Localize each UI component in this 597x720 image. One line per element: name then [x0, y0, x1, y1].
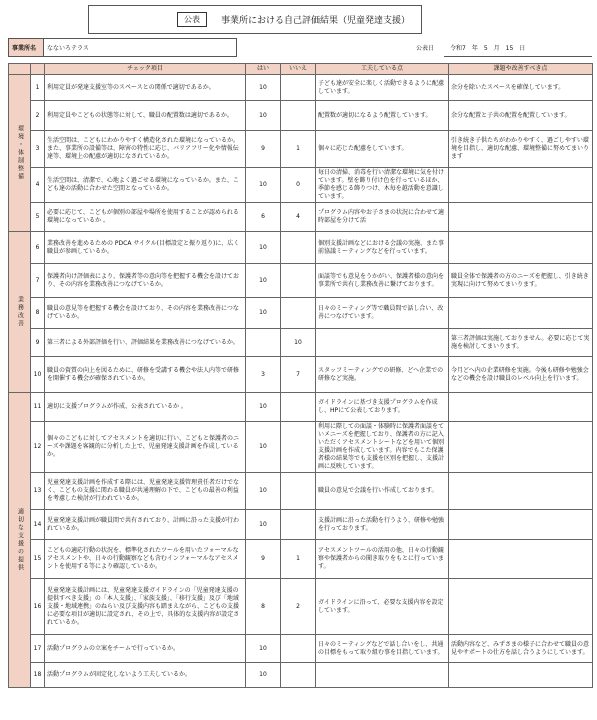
check-item: 児童発達支援計画には、児童発達支援ガイドラインの「児童発達支援の提供すべき支援」の「本人支援」、「家族支援」、「移行支援」及び「地域支援・地域連携」のねらい及び支援内容も踏まえながら、こどもの支援に必要な項目が適切に設定され、その上で、具体的な支援内容が設定されているか。: [45, 579, 246, 635]
yes-count: 10: [246, 264, 281, 298]
table-row: [9, 579, 593, 635]
no-count: 4: [281, 203, 316, 232]
row-number: 9: [31, 329, 45, 357]
no-count: [281, 298, 316, 329]
table-row: [9, 663, 593, 688]
yes-count: 10: [246, 473, 281, 510]
no-count: 0: [281, 168, 316, 203]
no-count: [281, 422, 316, 473]
yes-count: 10: [246, 663, 281, 688]
row-number: 13: [31, 473, 45, 510]
check-item: 適切に支援プログラムが作成、公表されているか 。: [45, 393, 246, 422]
check-item: 職員の資質の向上を図るために、研修を受講する機会や法人内等で研修を開催する機会が確保されているか。: [45, 357, 246, 393]
yes-count: 3: [246, 357, 281, 393]
effort-note: 利用に際しての面談・体験時に保護者面談をていメニーズを把握しており、保護者の方に記入いただくアセスメントシートなどを用いて個別支援計画を作成しています。内容でもこた保護者様の結果等でも支援を区別を把握し、支援計画に反映しています。: [316, 422, 449, 473]
table-header-row: [9, 64, 593, 75]
office-name: なないろテラス: [44, 38, 237, 57]
row-number: 17: [31, 635, 45, 663]
table-row: [9, 393, 593, 422]
table-row: [9, 232, 593, 264]
row-number: 12: [31, 422, 45, 473]
no-count: 2: [281, 579, 316, 635]
yes-count: 10: [246, 510, 281, 540]
check-item-header: チェック項目: [45, 64, 246, 75]
table-row: [9, 168, 593, 203]
yes-count: [246, 329, 281, 357]
check-item: 第三者による外部評価を行い、評価結果を業務改善につなげているか。: [45, 329, 246, 357]
effort-note: ガイドラインに基づき支援プログラムを作成し、HPにて公表しております。: [316, 393, 449, 422]
check-item: 児童発達支援計画が職員間で共有されており、計画に沿った支援が行われているか。: [45, 510, 246, 540]
effort-note: 個々に応じた配慮をしています。: [316, 131, 449, 168]
no-count: [281, 75, 316, 101]
table-row: [9, 422, 593, 473]
no-count: [281, 264, 316, 298]
issue-note: [449, 393, 593, 422]
effort-note: 支援計画に沿った活動を行うよう、研修や勉強を行っております。: [316, 510, 449, 540]
yes-count: 10: [246, 75, 281, 101]
table-row: [9, 298, 593, 329]
no-count: [281, 232, 316, 264]
publication-underline: [444, 56, 592, 57]
effort-note: スタッフミーティングでの研修、どへ企業での研修など実施。: [316, 357, 449, 393]
category-cell: 適切な支援の提供: [9, 393, 31, 688]
issue-note: 引き続き子供たちがわかりやすく、過ごしやすい環境を目指し、適切な配慮、環境整備に努めてまいります: [449, 131, 593, 168]
no-count: [281, 101, 316, 131]
check-item: 利用定員やこどもの状態等に対して、職員の配置数は適切であるか。: [45, 101, 246, 131]
yes-count: 10: [246, 393, 281, 422]
check-item: 職員の意見等を把握する機会を設けており、その内容を業務改善につなげているか。: [45, 298, 246, 329]
efforts-header: 工夫している点: [316, 64, 449, 75]
yes-count: 10: [246, 101, 281, 131]
issue-note: [449, 203, 593, 232]
table-row: [9, 540, 593, 579]
effort-note: 個別支援計画などにおける会議の実施、また事前協議ミーティングなどを行っています。: [316, 232, 449, 264]
effort-note: 職員の意見で会議を行い作成しております。: [316, 473, 449, 510]
effort-note: 毎日の清掃、消毒を行い清潔な環境に気を付けています。壁を飾り付け色を行っているほか、季節を感じる飾りつけ、木毎を越活動を意識しています。: [316, 168, 449, 203]
no-count: 7: [281, 357, 316, 393]
effort-note: 子ども達が安全に楽しく活動できるように配慮しています。: [316, 75, 449, 101]
table-row: [9, 101, 593, 131]
row-number: 1: [31, 75, 45, 101]
office-label: 事業所名: [8, 38, 44, 57]
check-item: 生活空間は、こどもにわかりやすく構造化された環境になっているか。また、事業所の設備等は、障害の特性に応じ、バリアフリー化や情報伝達等、環境上の配慮が適切になされているか。: [45, 131, 246, 168]
table-row: [9, 357, 593, 393]
effort-note: 配置数が適切になるよう配置しています。: [316, 101, 449, 131]
yes-header: はい: [246, 64, 281, 75]
issue-note: [449, 422, 593, 473]
no-count: 10: [281, 329, 316, 357]
issues-header: 課題や改善すべき点: [449, 64, 593, 75]
issue-note: [449, 510, 593, 540]
effort-note: 面談等でも意見をうかがい、保護者様の意向を事業所で共有し業務改善に繋げております。: [316, 264, 449, 298]
table-row: [9, 75, 593, 101]
effort-note: 日々のミーティングなどで話し合いをし、共通の目標をもって取り組む事を目指しています。: [316, 635, 449, 663]
check-item: 保護者向け評価表により、保護者等の意向等を把握する機会を設けており、その内容を業務改善につなげているか。: [45, 264, 246, 298]
issue-note: [449, 298, 593, 329]
row-number: 16: [31, 579, 45, 635]
row-number: 18: [31, 663, 45, 688]
effort-note: ガイドラインに沿って、必要な支援内容を設定しています。: [316, 579, 449, 635]
issue-note: 第三者評価は実施しておりません。必要に応じて実施を検討してまいります。: [449, 329, 593, 357]
issue-note: [449, 663, 593, 688]
check-item: 児童発達支援計画を作成する際には、児童発達支援管理責任者だけでなく、こどもの支援に関わる職員が共通理解の下で、こどもの最善の利益を考慮した検討が行われているか。: [45, 473, 246, 510]
row-number: 3: [31, 131, 45, 168]
yes-count: 10: [246, 168, 281, 203]
evaluation-table: [8, 63, 593, 688]
yes-count: 9: [246, 131, 281, 168]
issue-note: [449, 232, 593, 264]
issue-note: 余分を除いたスペースを確保しています。: [449, 75, 593, 101]
check-item: 業務改善を進めるための PDCA サイクル(目標設定と振り返り)に、広く職員が参画しているか。: [45, 232, 246, 264]
row-number: 11: [31, 393, 45, 422]
issue-note: [449, 168, 593, 203]
check-item: 利用定員が発達支援室等のスペースとの関係で適切であるか。: [45, 75, 246, 101]
issue-note: 職員全体で保護者の方のニーズを把握し、引き続き実現に向けて努めてまいります。: [449, 264, 593, 298]
row-number: 7: [31, 264, 45, 298]
category-cell: 環境・体制整備: [9, 75, 31, 232]
table-row: [9, 329, 593, 357]
yes-count: 10: [246, 232, 281, 264]
row-number: 10: [31, 357, 45, 393]
no-header-count: いいえ: [281, 64, 316, 75]
yes-count: 6: [246, 203, 281, 232]
page-title: 事業所における自己評価結果（児童発達支援）: [221, 16, 411, 26]
check-item: こどもの適応行動の状況を、標準化されたツールを用いたフォーマルなアセスメントや、日々の行動観察なども含むインフォーマルなアセスメントを使用する等により確認しているか。: [45, 540, 246, 579]
no-count: [281, 635, 316, 663]
issue-note: 活動内容など、みずさまの様子に合わせて職員の意見やサポートの仕方を話し合うようにしています。: [449, 635, 593, 663]
effort-note: [316, 329, 449, 357]
table-row: [9, 473, 593, 510]
no-count: [281, 473, 316, 510]
check-item: 活動プログラムの立案をチームで行っているか。: [45, 635, 246, 663]
issue-note: [449, 579, 593, 635]
row-number: 6: [31, 232, 45, 264]
title-box: [88, 5, 422, 34]
yes-count: 8: [246, 579, 281, 635]
no-count: [281, 663, 316, 688]
no-count: 1: [281, 131, 316, 168]
row-number: 14: [31, 510, 45, 540]
table-row: [9, 203, 593, 232]
yes-count: 10: [246, 298, 281, 329]
effort-note: 日々のミーティング等で職員間で話し合い、改善につなげています。: [316, 298, 449, 329]
no-count: [281, 393, 316, 422]
yes-count: 10: [246, 635, 281, 663]
category-cell: 業務改善: [9, 232, 31, 393]
publication-label: 公表日: [416, 45, 435, 52]
issue-note: 余分な配置と子共の配置を配置しています。: [449, 101, 593, 131]
row-number: 15: [31, 540, 45, 579]
public-badge: 公表: [177, 12, 207, 27]
check-item: 個々のこどもに対してアセスメントを適切に行い、こどもと保護者のニーズや課題を客観的に分析した上で、児童発達支援計画を作成しているか。: [45, 422, 246, 473]
check-item: 必要に応じて、こどもが個別の部屋や場所を使用することが認められる環境になっているか 。: [45, 203, 246, 232]
check-item: 生活空間は、清潔で、心地よく過ごせる環境になっているか。また、こども達の活動に合わせた空間となっているか。: [45, 168, 246, 203]
table-row: [9, 635, 593, 663]
row-number: 5: [31, 203, 45, 232]
issue-note: [449, 473, 593, 510]
effort-note: アセスメントツールの活用の他、日々の行動観察や保護者からの聞き取りをもとに行っています。: [316, 540, 449, 579]
effort-note: [316, 663, 449, 688]
table-row: [9, 510, 593, 540]
row-number: 2: [31, 101, 45, 131]
no-header: [31, 64, 45, 75]
corner-header: [9, 64, 31, 75]
issue-note: 今月どへ内の企業研修を実施。今後も研修や勉強会などの機会を設け職員のレベル向上を行います。: [449, 357, 593, 393]
table-row: [9, 131, 593, 168]
check-item: 活動プログラムが固定化しないよう工夫しているか。: [45, 663, 246, 688]
no-count: [281, 510, 316, 540]
row-number: 8: [31, 298, 45, 329]
yes-count: 10: [246, 422, 281, 473]
publication-date: 令和7 年 5 月 15 日: [450, 45, 526, 52]
table-row: [9, 264, 593, 298]
no-count: 1: [281, 540, 316, 579]
issue-note: [449, 540, 593, 579]
row-number: 4: [31, 168, 45, 203]
yes-count: 9: [246, 540, 281, 579]
effort-note: プログラム内容やお子さまの状況に合わせて適時部屋を分けて活: [316, 203, 449, 232]
